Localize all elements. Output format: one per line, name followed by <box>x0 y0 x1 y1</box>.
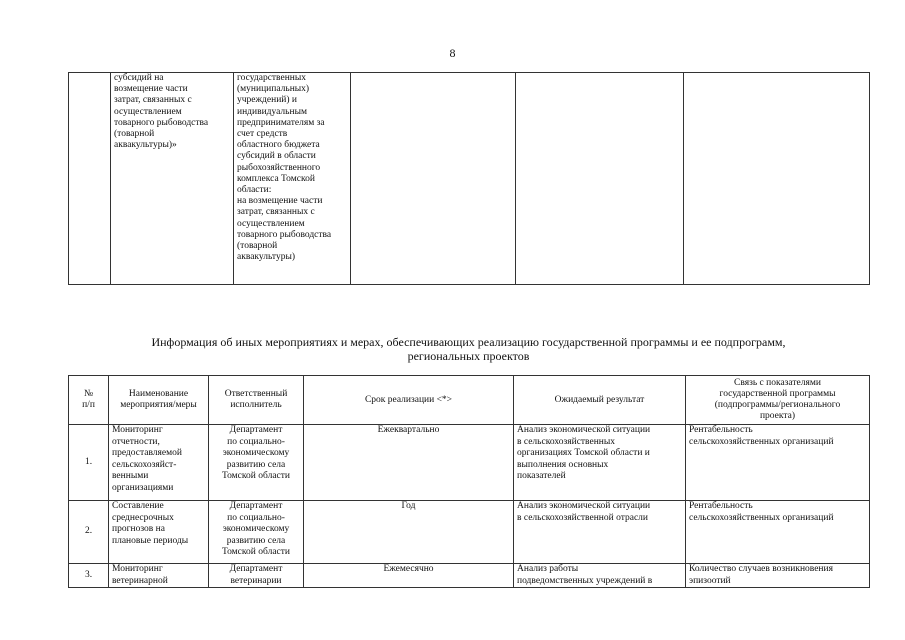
header-number: № п/п <box>69 376 109 425</box>
row-number: 1. <box>69 425 109 501</box>
continuation-table <box>68 72 870 285</box>
table-cell <box>684 73 870 285</box>
row-result: Анализ работы подведомственных учреждений в <box>514 564 686 588</box>
row-number: 2. <box>69 501 109 564</box>
row-name: Мониторинг отчетности, предоставляемой сельскохозяйст- венными организациями <box>109 425 209 501</box>
row-term: Год <box>304 501 514 564</box>
header-link: Связь с показателями государственной программы (подпрограммы/регионального проекта) <box>686 376 870 425</box>
header-executor: Ответственный исполнитель <box>209 376 304 425</box>
page-number: 8 <box>449 46 456 60</box>
measures-table <box>68 375 870 588</box>
row-number: 3. <box>69 564 109 588</box>
row-link: Количество случаев возникновения эпизоотий <box>686 564 870 588</box>
table-cell <box>516 73 684 285</box>
row-executor: Департамент по социально- экономическому развитию села Томской области <box>209 501 304 564</box>
table-row <box>69 73 870 285</box>
table-row <box>69 564 870 588</box>
table-cell <box>351 73 516 285</box>
table-row <box>69 501 870 564</box>
row-link: Рентабельность сельскохозяйственных организаций <box>686 501 870 564</box>
row-link: Рентабельность сельскохозяйственных организаций <box>686 425 870 501</box>
row-name: Мониторинг ветеринарной <box>109 564 209 588</box>
table-cell: государственных (муниципальных) учреждений) и индивидуальным предпринимателям за счет средств областного бюджета субсидий в области рыбохозяйственного комплекса Томской области: на возмещение части затрат, связанных с осуществлением товарного рыбоводства (товарной аквакультуры) <box>234 73 351 285</box>
row-term: Ежемесячно <box>304 564 514 588</box>
row-executor: Департамент по социально- экономическому развитию села Томской области <box>209 425 304 501</box>
row-term: Ежеквартально <box>304 425 514 501</box>
table-cell: субсидий на возмещение части затрат, связанных с осуществлением товарного рыбоводства (товарной аквакультуры)» <box>111 73 234 285</box>
row-result: Анализ экономической ситуации в сельскохозяйственной отрасли <box>514 501 686 564</box>
header-term: Срок реализации <*> <box>304 376 514 425</box>
header-name: Наименование мероприятия/меры <box>109 376 209 425</box>
section-heading: Информация об иных мероприятиях и мерах, обеспечивающих реализацию государственной программы и ее подпрограмм, региональных проектов <box>151 335 786 363</box>
row-name: Составление среднесрочных прогнозов на плановые периоды <box>109 501 209 564</box>
table-row <box>69 425 870 501</box>
table-cell <box>69 73 111 285</box>
table-header-row <box>69 376 870 425</box>
header-result: Ожидаемый результат <box>514 376 686 425</box>
row-executor: Департамент ветеринарии <box>209 564 304 588</box>
row-result: Анализ экономической ситуации в сельскохозяйственных организациях Томской области и выполнения основных показателей <box>514 425 686 501</box>
